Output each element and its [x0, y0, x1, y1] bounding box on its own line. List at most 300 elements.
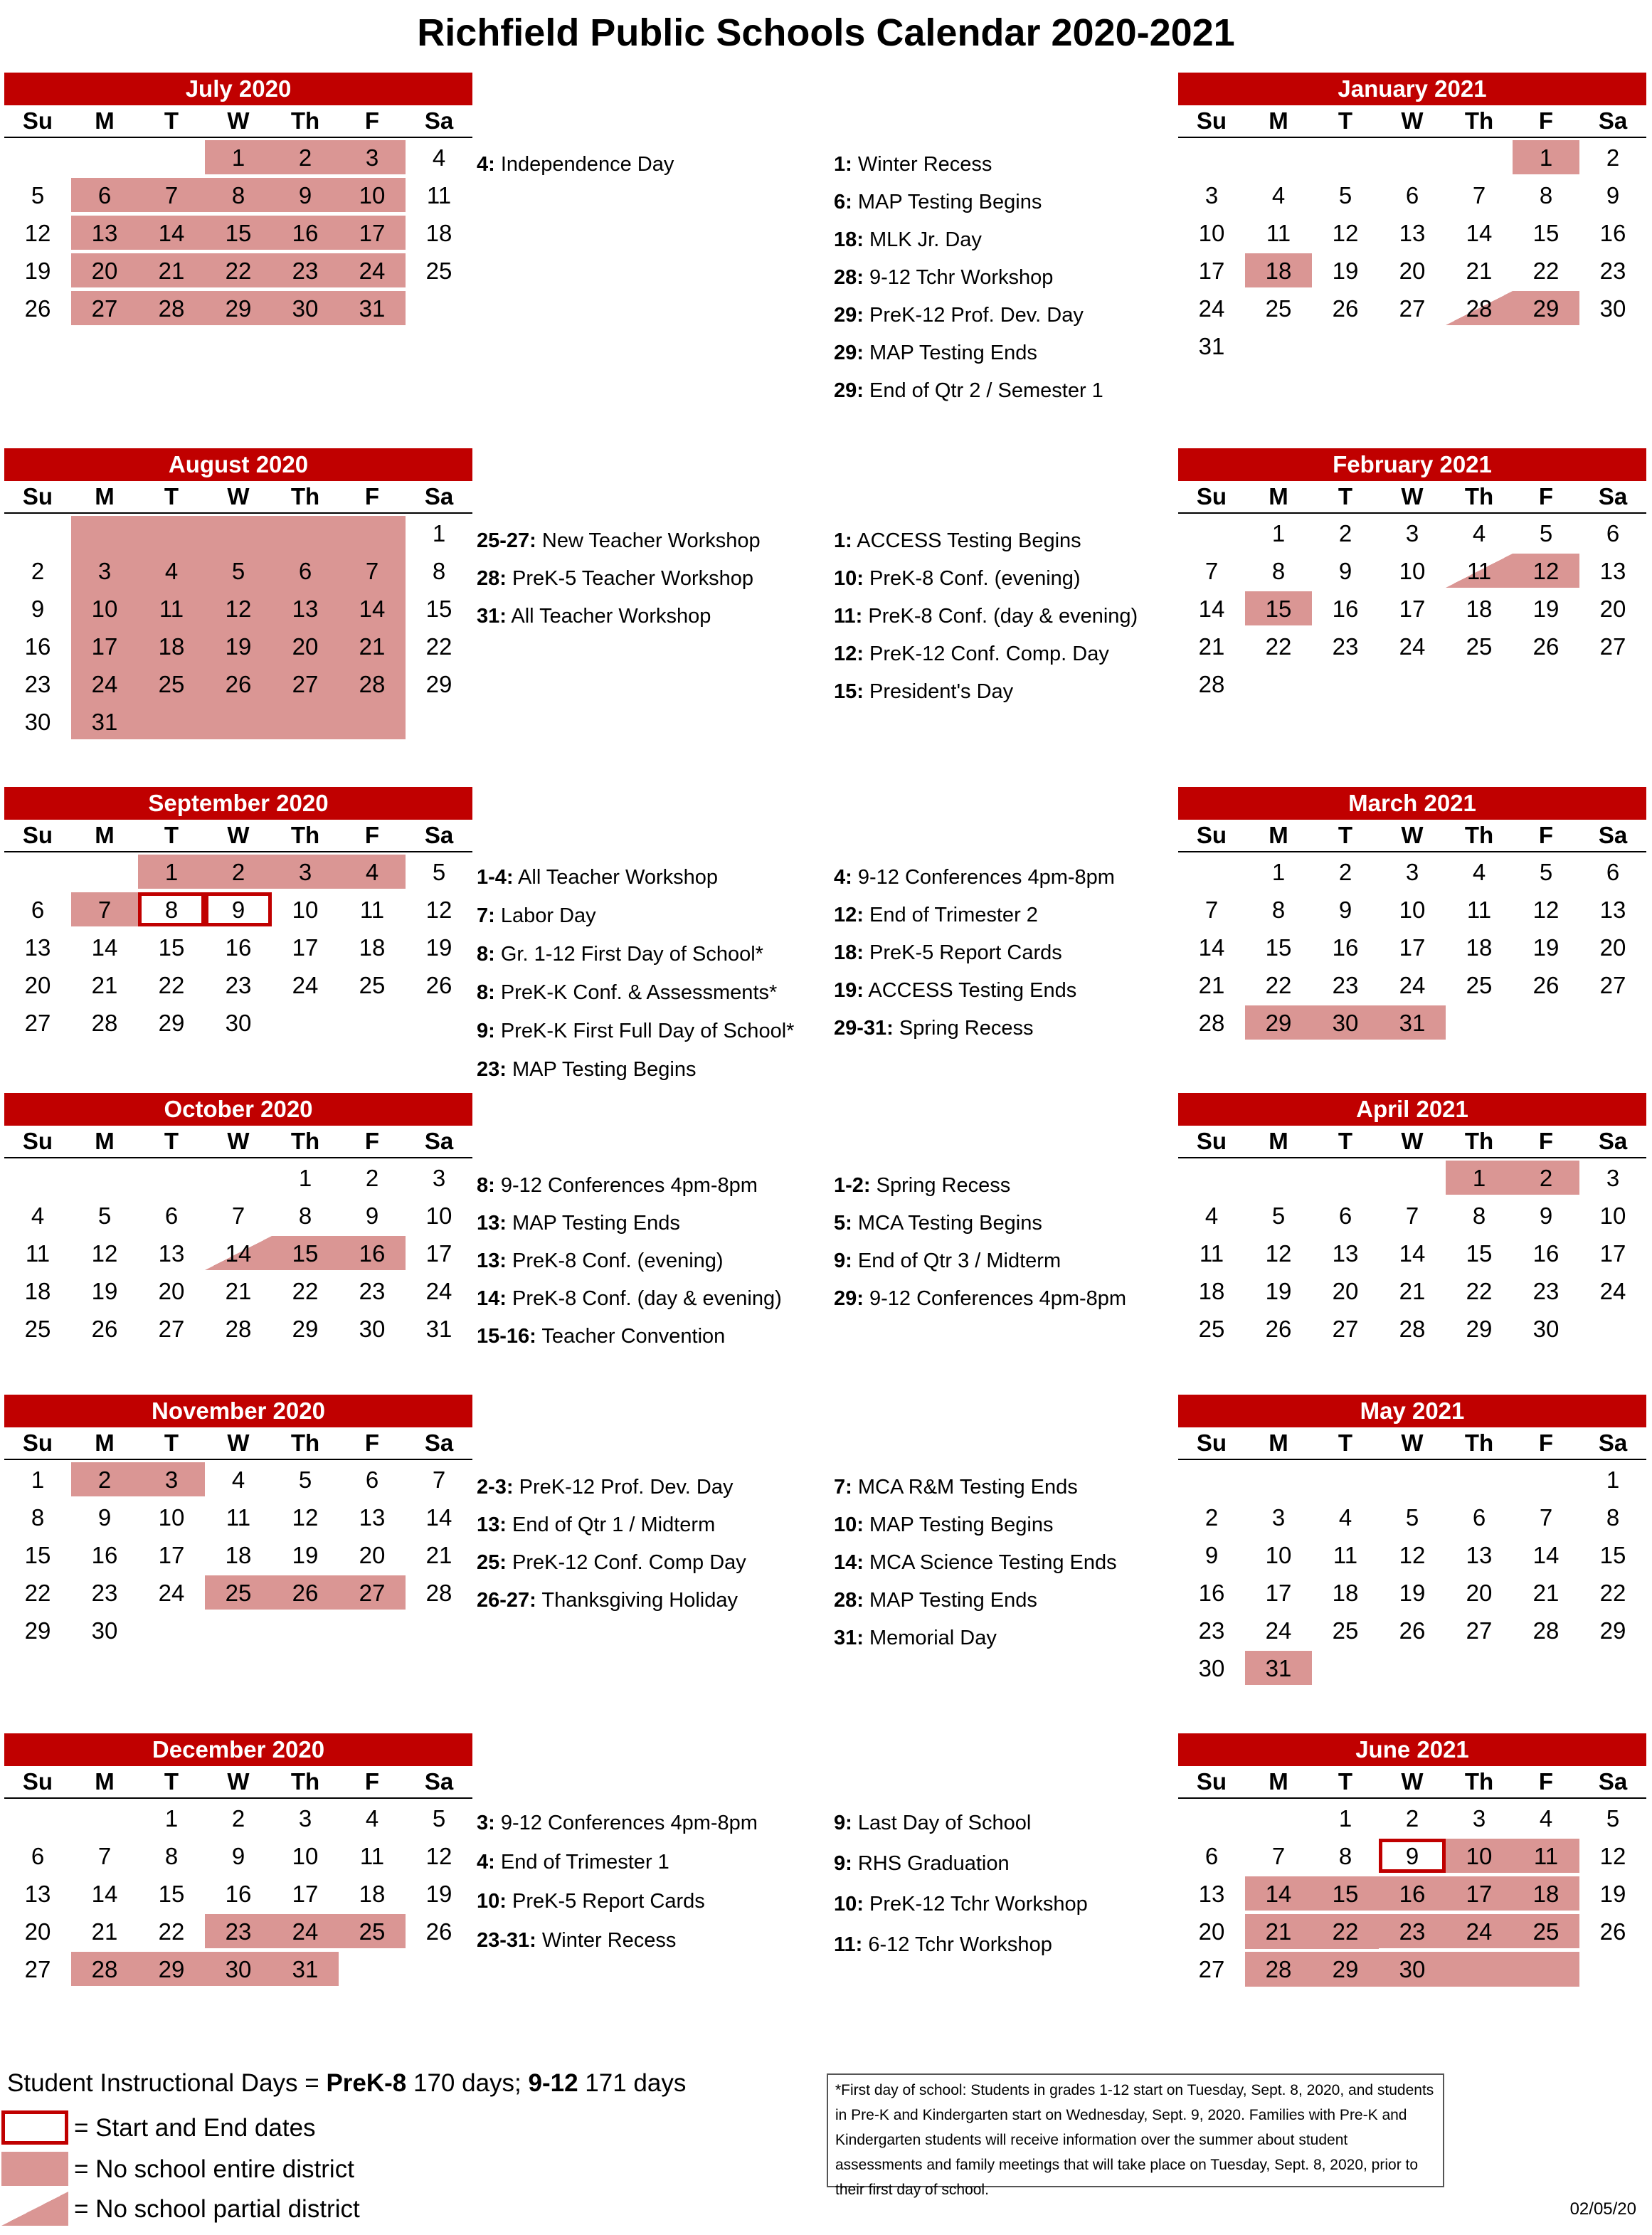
event-text: 9-12 Conferences 4pm-8pm	[494, 1812, 758, 1834]
day-cell: 19	[91, 1278, 118, 1304]
day-cell: 25	[359, 972, 386, 998]
weekday-label: M	[95, 483, 115, 509]
weekday-label: T	[164, 1128, 179, 1154]
day-cell: 16	[225, 1881, 252, 1907]
day-cell: 10	[71, 591, 138, 625]
day-cell: 14	[1198, 934, 1225, 961]
day-grid	[4, 1460, 472, 1649]
event-item	[834, 1473, 1078, 1501]
day-cell: 10	[1399, 558, 1426, 584]
day-cell: 18	[1198, 1278, 1225, 1304]
day-cell: 10	[339, 178, 406, 212]
day-cell: 14	[91, 1881, 118, 1907]
day-cell: 31	[1245, 1651, 1312, 1685]
event-item	[477, 902, 596, 930]
day-cell: 2	[1204, 1504, 1219, 1531]
day-cell: 21	[1466, 258, 1493, 284]
event-text: PreK-12 Prof. Dev. Day	[863, 304, 1084, 327]
event-text: 9-12 Tchr Workshop	[863, 266, 1054, 289]
event-date: 29-31:	[834, 1017, 894, 1040]
day-cell: 16	[91, 1542, 118, 1568]
day-cell: 25	[1332, 1617, 1359, 1644]
day-cell: 7	[71, 892, 138, 926]
event-item	[477, 978, 777, 1007]
weekday-label: M	[95, 1128, 115, 1154]
event-item	[477, 1887, 705, 1916]
weekday-label: W	[227, 1430, 250, 1456]
day-cell: 29	[1312, 1952, 1379, 1986]
day-cell: 7	[1405, 1203, 1419, 1229]
day-cell: 10	[158, 1504, 185, 1531]
day-cell: 23	[359, 1278, 386, 1304]
day-cell: 10	[292, 1843, 319, 1869]
day-grid	[1178, 514, 1646, 702]
day-cell: 23	[1332, 972, 1359, 998]
event-item	[834, 564, 1081, 593]
day-cell: 2	[31, 558, 45, 584]
day-cell: 30	[91, 1617, 118, 1644]
day-cell: 12	[1332, 220, 1359, 246]
day-cell: 11	[226, 1504, 251, 1531]
day-cell: 7	[1271, 1843, 1286, 1869]
day-cell: 6	[1606, 520, 1620, 546]
day-cell: 15	[1599, 1542, 1626, 1568]
event-text: End of Qtr 1 / Midterm	[506, 1513, 716, 1536]
event-text: MAP Testing Ends	[863, 342, 1037, 364]
weekday-label: M	[1269, 483, 1288, 509]
day-cell: 22	[158, 1918, 185, 1945]
day-cell: 17	[425, 1240, 452, 1267]
event-date: 25-27:	[477, 529, 536, 552]
weekday-label: Sa	[1598, 1430, 1628, 1456]
day-cell: 30	[205, 1952, 272, 1986]
event-item	[477, 1473, 733, 1501]
day-cell: 25	[1466, 972, 1493, 998]
event-item	[834, 150, 992, 179]
event-item	[477, 1511, 715, 1539]
day-cell: 18	[1513, 1876, 1579, 1911]
day-cell: 26	[24, 295, 51, 322]
month-november-2020	[4, 1395, 472, 1649]
day-cell: 27	[24, 1010, 51, 1036]
day-grid	[4, 1158, 472, 1347]
day-cell: 11	[1513, 1839, 1579, 1873]
weekday-label: T	[1338, 822, 1353, 848]
day-cell: 20	[1466, 1580, 1493, 1606]
day-cell: 30	[359, 1316, 386, 1342]
day-cell: 7	[97, 1843, 112, 1869]
event-item	[477, 1209, 680, 1237]
weekday-label: W	[1401, 822, 1424, 848]
day-cell: 21	[91, 1918, 118, 1945]
event-date: 31:	[834, 1627, 864, 1649]
month-title: December 2020	[4, 1733, 472, 1766]
day-cell: 17	[1599, 1240, 1626, 1267]
day-cell: 24	[425, 1278, 452, 1304]
day-cell: 5	[31, 182, 45, 208]
event-item	[834, 301, 1084, 329]
event-date: 23:	[477, 1058, 507, 1081]
day-cell: 8	[1271, 558, 1286, 584]
weekday-label: M	[1269, 822, 1288, 848]
day-cell: 5	[298, 1467, 312, 1493]
event-item	[477, 1247, 724, 1275]
weekday-label: T	[1338, 483, 1353, 509]
day-cell: 1	[31, 1467, 45, 1493]
day-cell: 28	[425, 1580, 452, 1606]
weekday-label: Su	[1196, 483, 1227, 509]
day-cell: 26	[1332, 295, 1359, 322]
event-date: 5:	[834, 1212, 852, 1235]
day-cell: 26	[425, 1918, 452, 1945]
event-text: RHS Graduation	[852, 1852, 1010, 1875]
day-cell: 20	[1599, 934, 1626, 961]
day-cell: 28	[1245, 1952, 1312, 1986]
day-cell: 14	[339, 591, 406, 625]
event-text: MCA Science Testing Ends	[863, 1551, 1117, 1574]
day-cell: 21	[339, 629, 406, 663]
weekday-label: Su	[1196, 822, 1227, 848]
event-text: Independence Day	[494, 153, 674, 176]
weekday-label: T	[1338, 1430, 1353, 1456]
month-title: February 2021	[1178, 448, 1646, 481]
weekday-label: F	[1538, 822, 1554, 848]
day-cell: 19	[425, 1881, 452, 1907]
day-cell: 30	[272, 291, 339, 325]
event-text: 9-12 Conferences 4pm-8pm	[852, 866, 1115, 889]
day-cell: 19	[1532, 934, 1560, 961]
day-cell: 6	[1606, 859, 1620, 885]
day-cell: 22	[205, 253, 272, 287]
event-date: 29:	[834, 1287, 864, 1310]
day-cell: 7	[1204, 897, 1219, 923]
event-item	[477, 940, 763, 968]
day-cell: 13	[1599, 897, 1626, 923]
day-cell: 6	[1472, 1504, 1486, 1531]
event-date: 9:	[834, 1812, 852, 1834]
no-school-swatch-icon	[1, 2152, 68, 2186]
day-cell: 22	[1265, 633, 1292, 660]
day-cell: 17	[158, 1542, 185, 1568]
month-october-2020	[4, 1093, 472, 1347]
day-cell: 8	[31, 1504, 45, 1531]
day-cell: 10	[425, 1203, 452, 1229]
day-cell: 11	[426, 182, 452, 208]
day-cell: 26	[1399, 1617, 1426, 1644]
day-cell: 21	[91, 972, 118, 998]
event-text: MAP Testing Begins	[852, 191, 1042, 213]
event-date: 4:	[477, 153, 495, 176]
day-cell: 3	[298, 1805, 312, 1832]
weekday-header	[4, 105, 472, 138]
event-item	[477, 1171, 758, 1200]
day-cell: 13	[1599, 558, 1626, 584]
day-cell: 1	[1606, 1467, 1620, 1493]
event-text: Spring Recess	[870, 1174, 1011, 1197]
day-cell: 8	[205, 178, 272, 212]
event-text: PreK-12 Conf. Comp. Day	[863, 643, 1109, 665]
day-cell: 31	[272, 1952, 339, 1986]
day-cell: 30	[1312, 1005, 1379, 1040]
event-item	[834, 1511, 1053, 1539]
day-cell: 6	[1338, 1203, 1352, 1229]
day-cell: 14	[1245, 1876, 1312, 1911]
event-item	[477, 1809, 758, 1837]
day-cell: 31	[1379, 1005, 1446, 1040]
day-cell: 16	[1532, 1240, 1560, 1267]
event-text: MAP Testing Begins	[863, 1513, 1054, 1536]
day-cell: 15	[158, 1881, 185, 1907]
day-cell: 17	[71, 629, 138, 663]
day-cell: 11	[1333, 1542, 1358, 1568]
day-cell: 15	[1466, 1240, 1493, 1267]
page-title: Richfield Public Schools Calendar 2020-2021	[417, 11, 1235, 54]
day-cell: 1	[1446, 1161, 1513, 1195]
event-date: 29:	[834, 342, 864, 364]
event-date: 10:	[834, 567, 864, 590]
weekday-label: Su	[1196, 1128, 1227, 1154]
weekday-label: Th	[1464, 1128, 1494, 1154]
event-date: 10:	[834, 1513, 864, 1536]
day-cell: 26	[1532, 972, 1560, 998]
day-cell: 24	[1198, 295, 1225, 322]
event-date: 10:	[477, 1890, 507, 1913]
weekday-label: W	[1401, 483, 1424, 509]
day-cell: 1	[138, 855, 205, 889]
weekday-label: Th	[290, 107, 320, 134]
event-text: PreK-8 Conf. (evening)	[506, 1249, 724, 1272]
weekday-header	[4, 1126, 472, 1158]
day-cell: 30	[1532, 1316, 1560, 1342]
day-cell: 18	[425, 220, 452, 246]
weekday-label: Sa	[1598, 483, 1628, 509]
day-cell: 19	[1532, 596, 1560, 622]
day-cell: 18	[225, 1542, 252, 1568]
event-item	[477, 1322, 725, 1351]
event-item	[477, 150, 674, 179]
weekday-header	[1178, 105, 1646, 138]
month-title: January 2021	[1178, 73, 1646, 105]
event-text: End of Trimester 1	[494, 1851, 669, 1874]
day-cell: 22	[292, 1278, 319, 1304]
day-cell: 19	[205, 629, 272, 663]
day-cell: 6	[31, 1843, 45, 1869]
event-date: 2-3:	[477, 1476, 514, 1499]
day-cell: 21	[225, 1278, 252, 1304]
event-item	[834, 263, 1053, 292]
event-text: PreK-5 Report Cards	[506, 1890, 705, 1913]
event-date: 26-27:	[477, 1589, 536, 1612]
day-cell: 5	[1539, 859, 1553, 885]
day-cell: 12	[205, 591, 272, 625]
day-cell: 13	[359, 1504, 386, 1531]
day-cell: 27	[1399, 295, 1426, 322]
weekday-label: W	[1401, 1128, 1424, 1154]
day-cell: 12	[1513, 554, 1579, 588]
event-date: 12:	[834, 643, 864, 665]
day-cell: 23	[1198, 1617, 1225, 1644]
event-text: 9-12 Conferences 4pm-8pm	[863, 1287, 1127, 1310]
weekday-header	[1178, 820, 1646, 852]
weekday-label: Su	[22, 1768, 53, 1795]
day-cell: 14	[1399, 1240, 1426, 1267]
start-end-swatch-icon	[1, 2110, 68, 2145]
day-cell: 16	[272, 216, 339, 250]
day-cell: 21	[1198, 972, 1225, 998]
day-cell: 27	[1599, 633, 1626, 660]
day-cell: 23	[205, 1914, 272, 1948]
weekday-label: M	[95, 1768, 115, 1795]
event-date: 28:	[834, 266, 864, 289]
weekday-label: M	[95, 1430, 115, 1456]
weekday-label: Sa	[1598, 1128, 1628, 1154]
event-item	[834, 339, 1037, 367]
day-cell: 28	[71, 1952, 138, 1986]
day-cell: 13	[158, 1240, 185, 1267]
weekday-label: Th	[1464, 822, 1494, 848]
day-cell: 5	[1338, 182, 1352, 208]
day-cell: 25	[339, 1914, 406, 1948]
day-cell: 5	[205, 554, 272, 588]
day-cell: 9	[1204, 1542, 1219, 1568]
day-cell: 27	[1599, 972, 1626, 998]
day-cell: 28	[225, 1316, 252, 1342]
weekday-label: Th	[290, 1128, 320, 1154]
event-text: PreK-12 Conf. Comp Day	[506, 1551, 746, 1574]
weekday-label: M	[1269, 1768, 1288, 1795]
event-item	[834, 640, 1109, 668]
version-date: 02/05/20	[1569, 2199, 1636, 2219]
day-cell: 13	[272, 591, 339, 625]
day-cell: 6	[272, 554, 339, 588]
day-cell: 20	[71, 253, 138, 287]
day-cell: 24	[1446, 1914, 1513, 1948]
month-december-2020	[4, 1733, 472, 1987]
day-cell: 4	[1472, 520, 1486, 546]
day-cell: 4	[1204, 1203, 1219, 1229]
day-cell: 17	[339, 216, 406, 250]
month-april-2021	[1178, 1093, 1646, 1347]
day-cell: 16	[1332, 934, 1359, 961]
weekday-label: F	[364, 1430, 380, 1456]
day-cell: 19	[1332, 258, 1359, 284]
event-text: End of Trimester 2	[863, 904, 1038, 926]
day-cell: 13	[1332, 1240, 1359, 1267]
day-cell: 24	[292, 972, 319, 998]
day-cell: 28	[1446, 291, 1513, 325]
month-title: March 2021	[1178, 787, 1646, 820]
weekday-label: T	[1338, 1768, 1353, 1795]
day-cell: 8	[1606, 1504, 1620, 1531]
event-date: 1:	[834, 153, 852, 176]
day-grid	[4, 514, 472, 740]
day-cell: 9	[205, 892, 272, 926]
legend-no-school-partial-label: = No school partial district	[74, 2195, 360, 2223]
month-august-2020	[4, 448, 472, 740]
event-text: PreK-8 Conf. (day & evening)	[506, 1287, 782, 1310]
event-item	[834, 1014, 1033, 1042]
weekday-label: Th	[1464, 1768, 1494, 1795]
day-cell: 28	[1198, 671, 1225, 697]
first-day-footnote: *First day of school: Students in grades 1-12 start on Tuesday, Sept. 8, 2020, and students in Pre-K and Kindergarten start on Wednesday, Sept. 9, 2020. Families with Pre-K and Kindergarten students will receive information over the summer about student assessments and family meetings that will take place on Tuesday, Sept. 8, 2020, prior to their first day of school.	[827, 2073, 1444, 2187]
day-cell: 15	[1532, 220, 1560, 246]
day-cell: 22	[1532, 258, 1560, 284]
weekday-label: Su	[22, 483, 53, 509]
day-cell: 4	[1338, 1504, 1352, 1531]
event-text: ACCESS Testing Begins	[852, 529, 1081, 552]
weekday-label: Su	[1196, 1430, 1227, 1456]
event-text: President's Day	[863, 680, 1014, 703]
event-text: MAP Testing Ends	[863, 1589, 1037, 1612]
day-cell: 29	[292, 1316, 319, 1342]
day-cell: 31	[71, 704, 138, 739]
day-cell: 1	[298, 1165, 312, 1191]
day-cell: 26	[272, 1575, 339, 1610]
day-cell: 9	[272, 178, 339, 212]
day-cell: 3	[1472, 1805, 1486, 1832]
day-cell: 9	[1338, 897, 1352, 923]
day-cell: 27	[158, 1316, 185, 1342]
day-cell: 25	[1466, 633, 1493, 660]
event-text: New Teacher Workshop	[536, 529, 761, 552]
event-item	[477, 1586, 738, 1615]
event-date: 15:	[834, 680, 864, 703]
event-text: Thanksgiving Holiday	[536, 1589, 738, 1612]
day-cell: 12	[91, 1240, 118, 1267]
day-cell: 14	[1198, 596, 1225, 622]
event-item	[834, 188, 1042, 216]
day-cell: 15	[158, 934, 185, 961]
weekday-label: T	[164, 1768, 179, 1795]
day-cell: 2	[1405, 1805, 1419, 1832]
event-text: End of Qtr 3 / Midterm	[852, 1249, 1061, 1272]
day-cell: 6	[1204, 1843, 1219, 1869]
event-item	[477, 1848, 669, 1876]
event-text: Memorial Day	[863, 1627, 997, 1649]
weekday-label: T	[164, 822, 179, 848]
event-item	[834, 1624, 997, 1652]
day-cell: 30	[24, 709, 51, 735]
day-cell: 12	[24, 220, 51, 246]
event-item	[834, 1809, 1031, 1837]
day-grid	[4, 1799, 472, 1987]
day-cell: 11	[1199, 1240, 1224, 1267]
day-cell: 24	[339, 253, 406, 287]
event-date: 28:	[834, 1589, 864, 1612]
weekday-label: T	[164, 107, 179, 134]
day-cell: 23	[1532, 1278, 1560, 1304]
day-cell: 23	[91, 1580, 118, 1606]
day-cell: 20	[1332, 1278, 1359, 1304]
event-text: MCA Testing Begins	[852, 1212, 1042, 1235]
month-title: May 2021	[1178, 1395, 1646, 1427]
event-date: 25:	[477, 1551, 507, 1574]
weekday-label: Sa	[1598, 107, 1628, 134]
weekday-header	[1178, 1126, 1646, 1158]
day-cell: 5	[1606, 1805, 1620, 1832]
weekday-label: Th	[290, 1768, 320, 1795]
event-text: MAP Testing Ends	[506, 1212, 680, 1235]
day-cell: 11	[138, 591, 205, 625]
event-item	[477, 564, 753, 593]
day-cell: 4	[432, 144, 446, 171]
day-cell: 23	[272, 253, 339, 287]
day-cell: 24	[158, 1580, 185, 1606]
day-cell: 4	[1539, 1805, 1553, 1832]
day-cell: 8	[1271, 897, 1286, 923]
weekday-label: T	[1338, 1128, 1353, 1154]
weekday-header	[4, 1427, 472, 1460]
